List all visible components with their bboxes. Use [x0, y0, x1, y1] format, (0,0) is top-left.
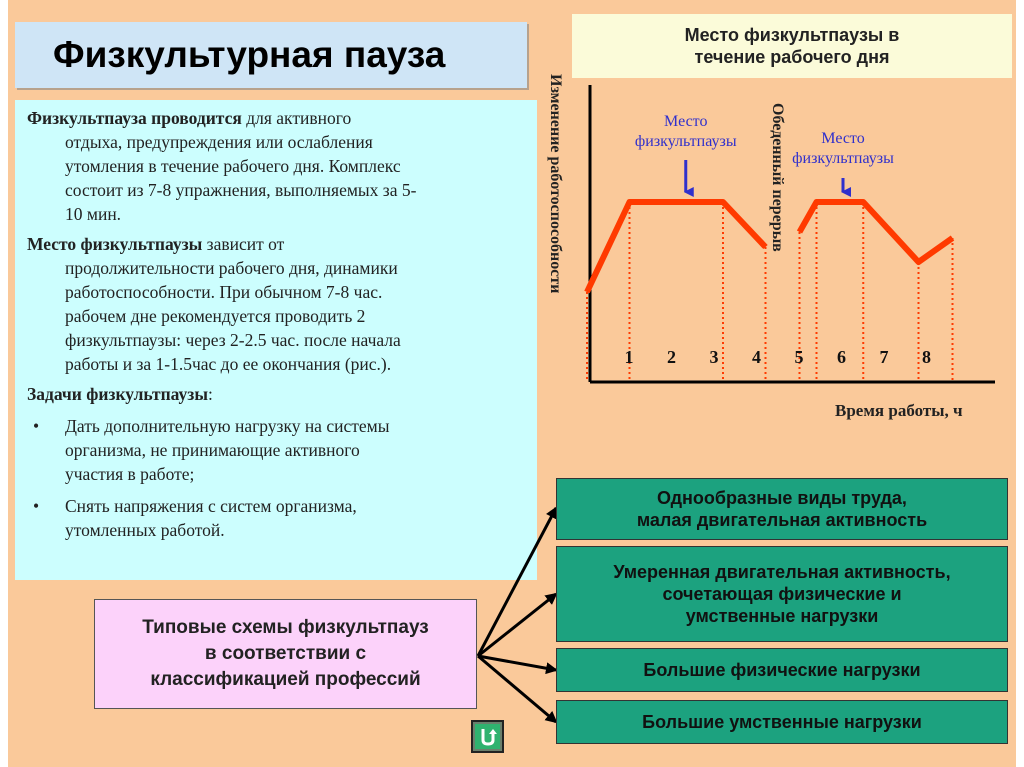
category-2-line-2: сочетающая физические и [662, 584, 902, 604]
place-line-3: работоспособности. При обычном 7-8 час. [65, 282, 383, 302]
y-axis-label: Изменение работоспособности [547, 74, 564, 294]
x-axis-label: Время работы, ч [835, 401, 963, 420]
category-1-line-2: малая двигательная активность [636, 510, 928, 530]
connector-arrow [478, 594, 556, 656]
left-frame [0, 0, 8, 767]
x-tick-label: 1 [624, 347, 634, 367]
bullet-dot: • [33, 416, 40, 436]
purpose-line-4: состоит из 7-8 упражнения, выполняемых за 5- [65, 180, 417, 200]
purpose-line-3: утомления в течение рабочего дня. Комплекс [65, 156, 401, 176]
chart-header-line-2: течение рабочего дня [694, 47, 890, 67]
annotation-label-line-2: физкультпаузы [634, 133, 737, 150]
page-title: Физкультурная пауза [53, 34, 446, 75]
lunch-break-label: Обеденный перерыв [769, 103, 786, 252]
place-line-1: зависит от [202, 234, 285, 254]
task-bullet-2 [27, 494, 527, 542]
schemes-line-1: Типовые схемы физкультпауз [142, 617, 429, 638]
annotation-label-line-1: Место [664, 113, 708, 130]
annotation-label-line-2: физкультпаузы [792, 150, 894, 167]
work-capacity-line [587, 202, 766, 292]
category-physical [556, 648, 1008, 692]
place-line-5: физкультпаузы: через 2-2.5 час. после начала [65, 330, 401, 350]
schemes-line-3: классификацией профессий [150, 669, 421, 690]
schemes-line-2: в соответствии с [204, 643, 367, 664]
bullet-dot: • [33, 496, 40, 516]
category-1-line-1: Однообразные виды труда, [657, 488, 907, 508]
task-2-line-1: Снять напряжения с систем организма, [65, 496, 357, 516]
purpose-line-5: 10 мин. [65, 204, 122, 224]
description-box [15, 100, 537, 580]
task-2-line-2: утомленных работой. [65, 520, 225, 540]
chart-header-line-1: Место физкультпаузы в [684, 25, 900, 45]
x-tick-label: 8 [922, 347, 931, 367]
category-moderate [556, 546, 1008, 642]
category-3-line-1: Большие физические нагрузки [643, 660, 921, 680]
place-line-2: продолжительности рабочего дня, динамики [65, 258, 398, 278]
category-mental [556, 700, 1008, 744]
work-capacity-line [800, 202, 953, 262]
category-4-line-1: Большие умственные нагрузки [642, 712, 922, 732]
x-tick-label: 4 [752, 347, 761, 367]
x-tick-label: 7 [879, 347, 889, 367]
schemes-box [94, 599, 477, 709]
return-arrow-icon [475, 724, 500, 749]
annotation-label-line-1: Место [821, 130, 865, 147]
right-frame [1016, 0, 1024, 767]
paragraph-purpose [27, 106, 527, 226]
connector-arrow [478, 656, 556, 722]
purpose-line-2: отдыха, предупреждения или ослабления [65, 132, 373, 152]
x-tick-label: 2 [667, 347, 676, 367]
title-box [15, 22, 527, 88]
paragraph-place [27, 232, 527, 376]
chart-header [572, 14, 1012, 78]
purpose-line-1: для активного [241, 108, 352, 128]
task-1-line-3: участия в работе; [65, 464, 195, 484]
task-1-line-2: организма, не принимающие активного [65, 440, 360, 460]
task-bullet-1 [27, 414, 527, 486]
x-tick-label: 6 [837, 347, 846, 367]
place-line-6: работы и за 1-1.5час до ее окончания (рис.). [65, 354, 392, 374]
tasks-heading-colon: : [207, 384, 213, 404]
task-1-line-1: Дать дополнительную нагрузку на системы [65, 416, 390, 436]
place-bold: Место физкультпаузы [27, 234, 203, 254]
back-button[interactable] [471, 720, 504, 753]
category-2-line-3: умственные нагрузки [685, 606, 879, 626]
tasks-heading [27, 382, 527, 406]
place-line-4: рабочем дне рекомендуется проводить 2 [65, 306, 366, 326]
tasks-heading-text: Задачи физкультпаузы [27, 384, 208, 404]
purpose-bold: Физкультпауза проводится [27, 108, 242, 128]
x-tick-label: 3 [709, 347, 719, 367]
category-monotonous [556, 478, 1008, 540]
connector-arrow [478, 656, 556, 670]
category-2-line-1: Умеренная двигательная активность, [613, 562, 951, 582]
x-tick-label: 5 [794, 347, 804, 367]
